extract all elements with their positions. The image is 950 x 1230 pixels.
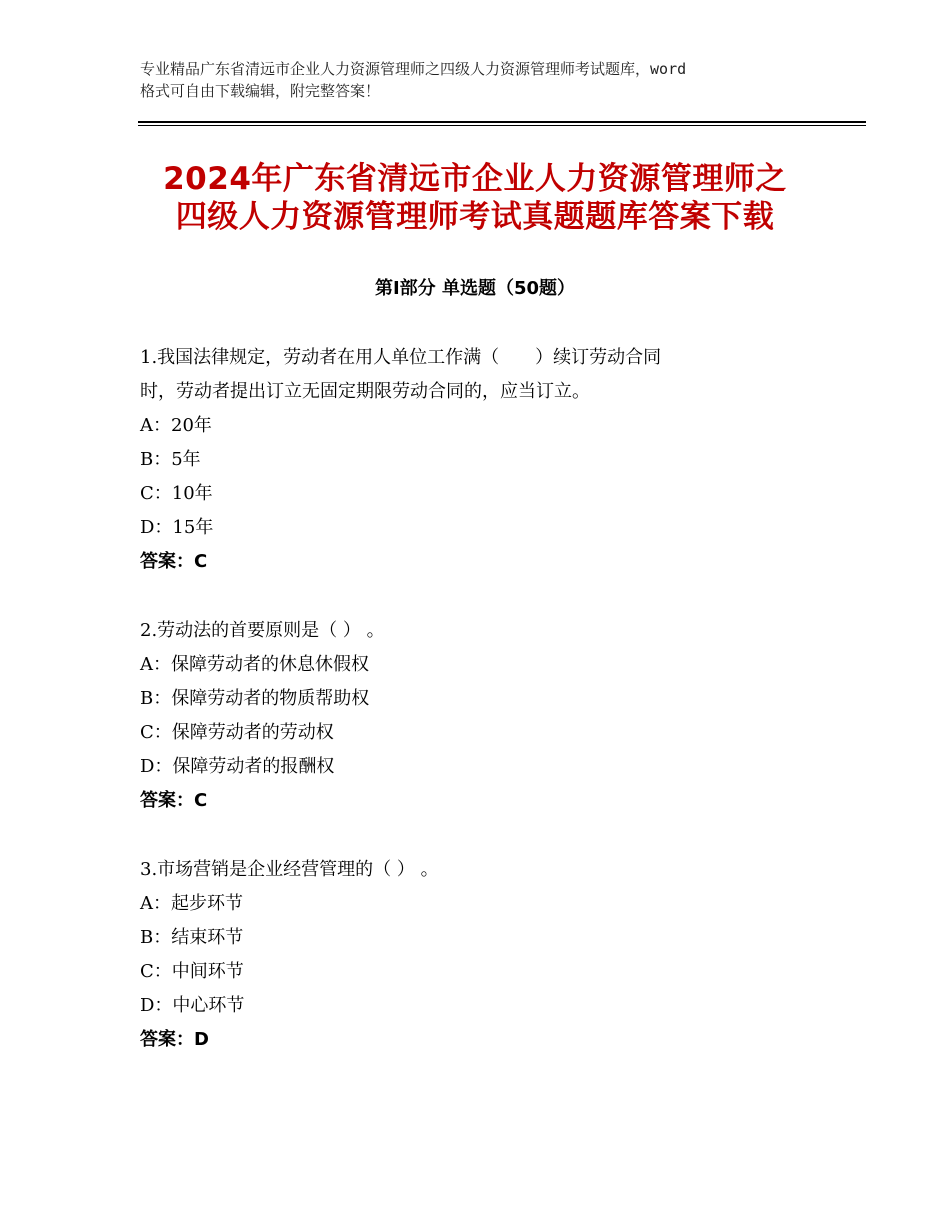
document-title-line-2: 四级人力资源管理师考试真题题库答案下载 [175, 199, 775, 235]
question-stem-line-2: 时，劳动者提出订立无固定期限劳动合同的，应当订立。 [140, 381, 590, 402]
question-stem [140, 341, 820, 409]
question-stem-line-1: 3.市场营销是企业经营管理的（ ） 。 [140, 859, 439, 880]
document-title [100, 160, 850, 236]
header-note-line-2: 格式可自由下载编辑，附完整答案！ [140, 82, 381, 100]
question-1 [140, 341, 820, 579]
header-divider-thin [138, 125, 866, 126]
option-d: D：中心环节 [140, 995, 245, 1016]
option-c: C：中间环节 [140, 961, 244, 982]
header-divider-thick [138, 121, 866, 123]
option-b: B：保障劳动者的物质帮助权 [140, 688, 370, 709]
option-a: A：起步环节 [140, 893, 243, 914]
question-2 [140, 614, 820, 818]
question-3 [140, 853, 820, 1057]
option-a: A：保障劳动者的休息休假权 [140, 654, 369, 675]
question-stem-line-1: 1.我国法律规定，劳动者在用人单位工作满（ ）续订劳动合同 [140, 347, 662, 368]
answer: 答案：C [140, 551, 208, 572]
question-stem [140, 853, 820, 887]
option-c: C：10年 [140, 483, 213, 504]
header-note-line-1: 专业精品广东省清远市企业人力资源管理师之四级人力资源管理师考试题库，word [140, 60, 687, 78]
header-note [140, 58, 830, 102]
answer: 答案：D [140, 1029, 209, 1050]
question-stem-line-1: 2.劳动法的首要原则是（ ） 。 [140, 620, 385, 641]
option-c: C：保障劳动者的劳动权 [140, 722, 334, 743]
answer: 答案：C [140, 790, 208, 811]
option-b: B：结束环节 [140, 927, 244, 948]
option-d: D：保障劳动者的报酬权 [140, 756, 335, 777]
option-a: A：20年 [140, 415, 212, 436]
section-title: 第Ⅰ部分 单选题（50题） [374, 278, 575, 299]
question-stem [140, 614, 820, 648]
option-d: D：15年 [140, 517, 214, 538]
document-title-line-1: 2024年广东省清远市企业人力资源管理师之 [163, 161, 787, 197]
option-b: B：5年 [140, 449, 201, 470]
